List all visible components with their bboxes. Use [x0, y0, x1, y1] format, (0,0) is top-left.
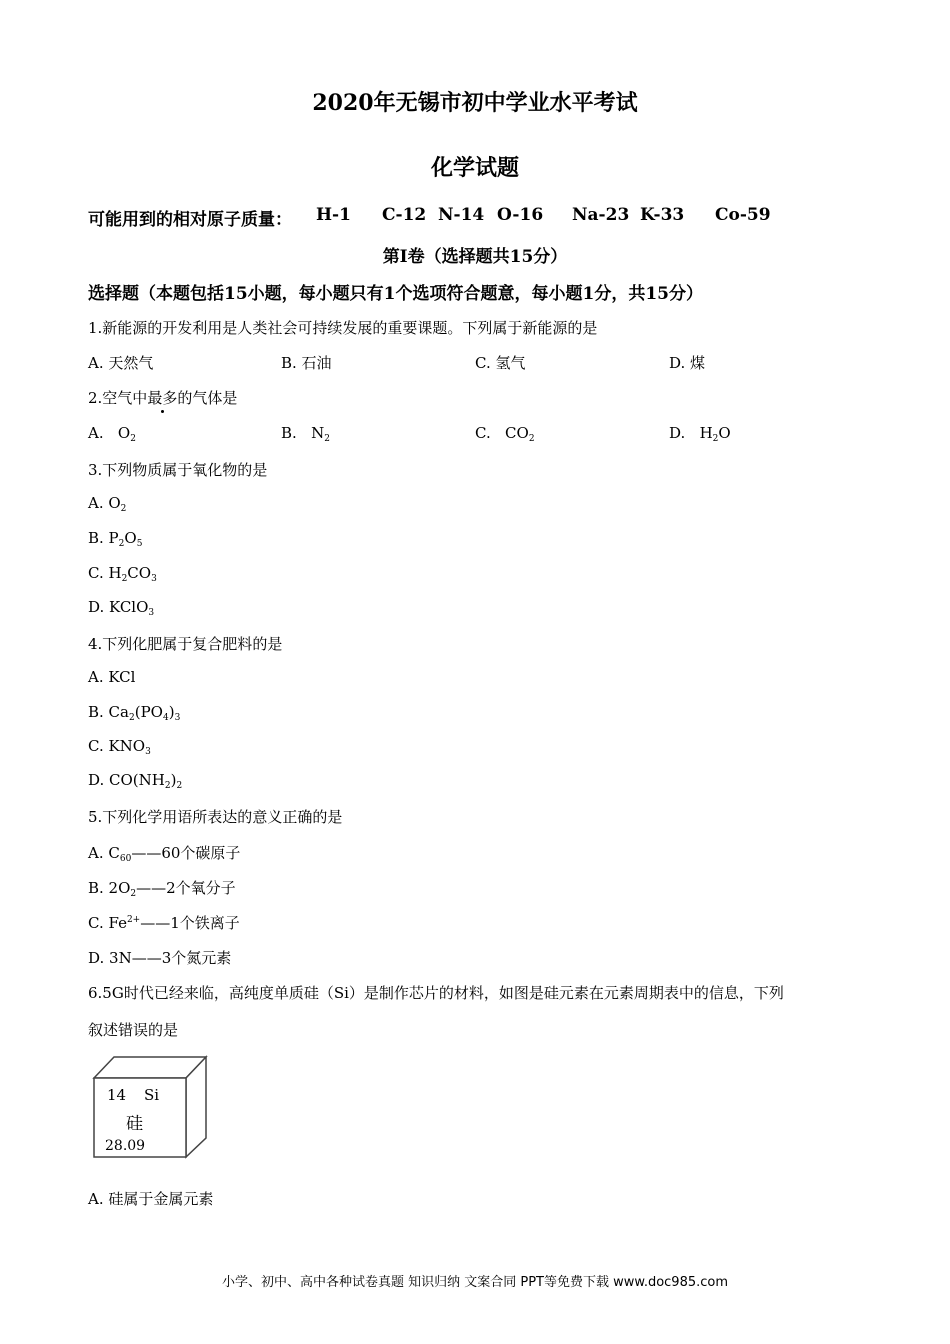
question-3-stem: 3.下列物质属于氧化物的是 [88, 461, 268, 479]
question-1-option-d: D. 煤 [669, 354, 706, 372]
question-1-option-c: C. 氢气 [475, 354, 526, 372]
atomic-mass-na: Na-23 [572, 205, 630, 225]
question-1-option-a: A. 天然气 [88, 354, 154, 372]
question-4-option-c: C. $KNO_3$ [88, 737, 151, 757]
question-1-option-b: B. 石油 [281, 354, 332, 372]
question-6-stem-line-2: 叙述错误的是 [88, 1021, 179, 1039]
question-5-option-b: B. $2O_2——2$个氧分子 [88, 879, 236, 899]
emphasis-text: 最多 [147, 389, 178, 407]
exam-subtitle: 化学试题 [430, 155, 519, 181]
question-5-stem: 5.下列化学用语所表达的意义正确的是 [88, 808, 343, 826]
section-title: 第I卷（选择题共15分） [382, 247, 568, 267]
page-footer: 小学、初中、高中各种试卷真题 知识归纳 文案合同 PPT等免费下载 www.doc985.com [221, 1275, 729, 1290]
element-atomic-number: 14 [107, 1086, 127, 1104]
element-name: 硅 [126, 1114, 143, 1134]
question-4-option-a: A. KCl [88, 668, 136, 686]
question-5-option-a: A. $C_{60}——60$个碳原子 [88, 844, 241, 864]
atomic-mass-co: Co-59 [715, 205, 771, 225]
atomic-mass-n: N-14 [438, 205, 485, 225]
question-3-option-b: B. $P_2O_5$ [88, 529, 143, 549]
atomic-mass-h: H-1 [316, 205, 351, 225]
question-4-option-b: B. $Ca_2(PO_4)_3$ [88, 703, 181, 723]
section-instructions: 选择题（本题包括15小题，每小题只有1个选项符合题意，每小题1分，共15分） [88, 284, 703, 304]
element-atomic-mass: 28.09 [105, 1138, 146, 1154]
question-1-stem: 1.新能源的开发利用是人类社会可持续发展的重要课题。下列属于新能源的是 [88, 319, 598, 337]
question-6-stem-line-1: 6.5G时代已经来临，高纯度单质硅（Si）是制作芯片的材料，如图是硅元素在元素周期表中的信息，下列 [88, 984, 784, 1002]
element-symbol: Si [144, 1086, 160, 1104]
question-6-option-a: A. 硅属于金属元素 [88, 1190, 214, 1208]
atomic-mass-o: O-16 [497, 205, 544, 225]
question-5-option-d: D. 3N——3个氮元素 [88, 949, 232, 967]
silicon-element-card [90, 1054, 210, 1160]
exam-title: 2020年无锡市初中学业水平考试 [312, 90, 638, 116]
atomic-mass-label: 可能用到的相对原子质量： [88, 210, 292, 230]
question-3-option-c: C. $H_2CO_3$ [88, 564, 157, 584]
question-3-option-d: D. KClO$_3$ [88, 598, 155, 618]
question-2-option-d: D. $H_2O$ [669, 424, 731, 444]
question-5-option-c: C. $Fe^{2+}——1$个铁离子 [88, 914, 240, 932]
question-2-stem: 2.空气中最多的气体是 [88, 389, 238, 407]
question-3-option-a: A. $O_2$ [88, 494, 127, 514]
question-4-stem: 4.下列化肥属于复合肥料的是 [88, 635, 283, 653]
atomic-mass-k: K-33 [640, 205, 685, 225]
question-2-option-b: B. $N_2$ [281, 424, 330, 444]
question-4-option-d: D. $CO(NH_2)_2$ [88, 771, 183, 791]
atomic-mass-c: C-12 [382, 205, 427, 225]
question-2-option-c: C. $CO_2$ [475, 424, 535, 444]
question-2-option-a: A. $O_2$ [88, 424, 136, 444]
